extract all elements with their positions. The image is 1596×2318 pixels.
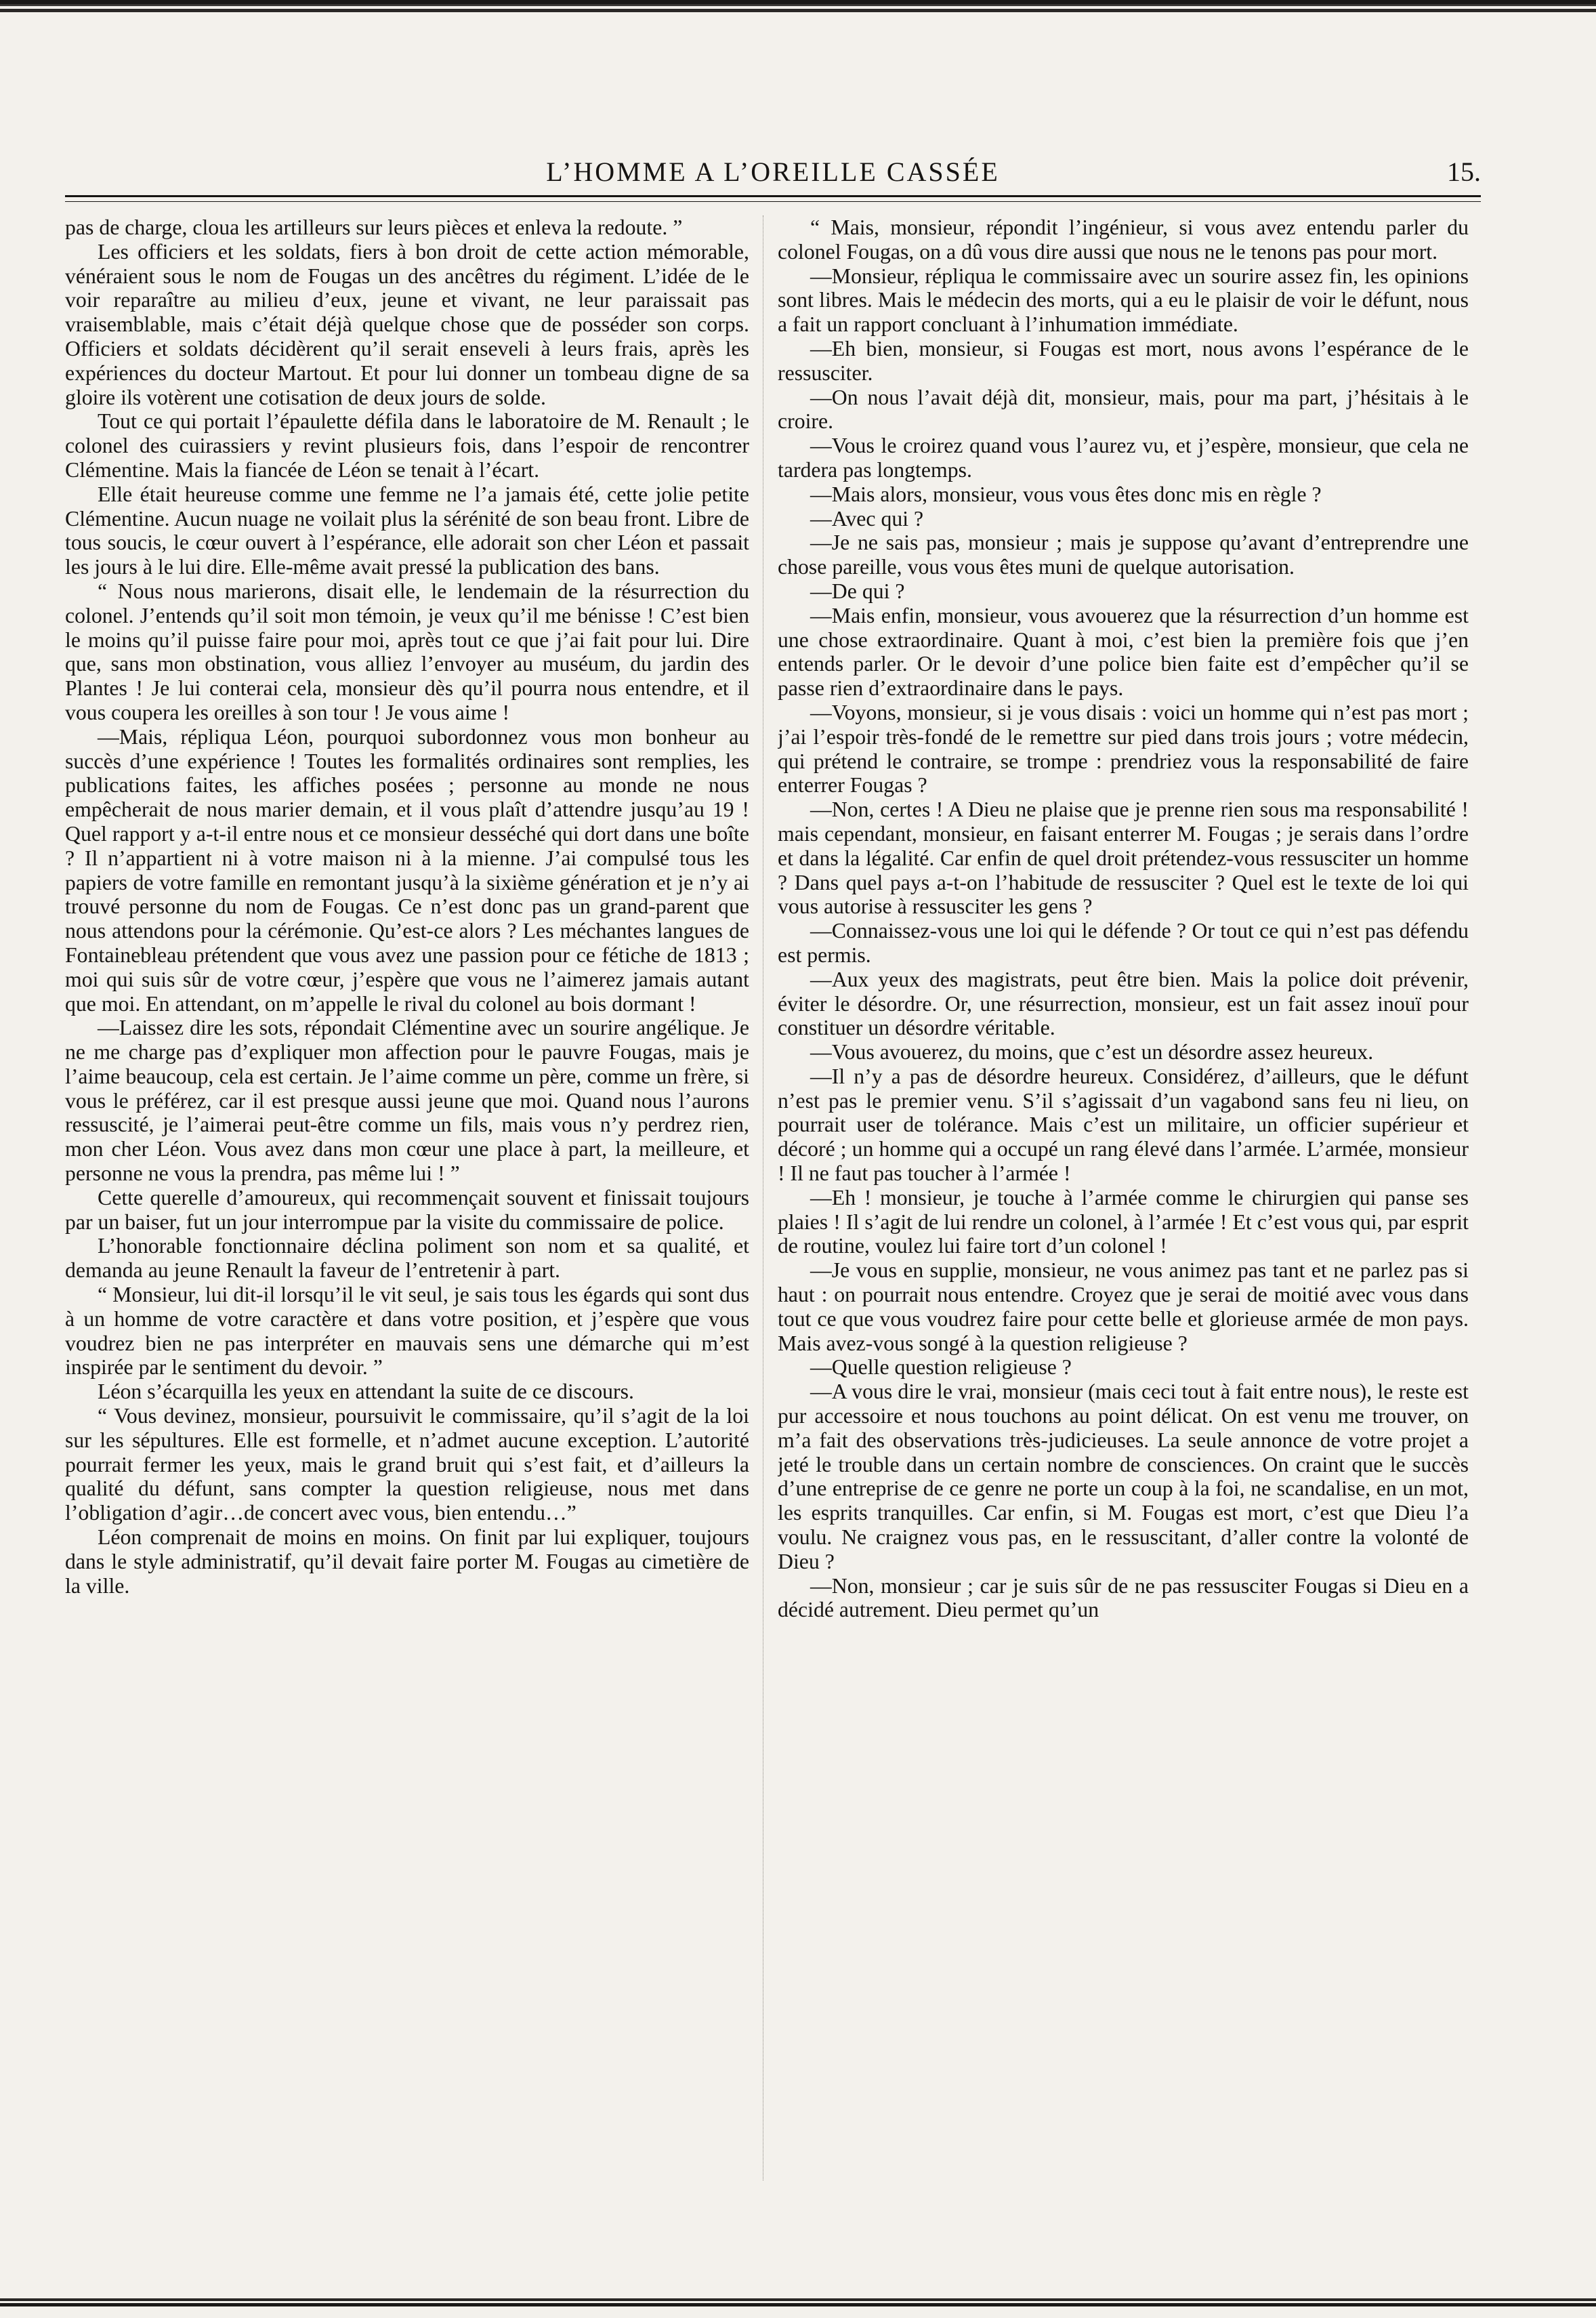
paragraph: Elle était heureuse comme une femme ne l’a jamais été, cette jolie petite Clémentine. Aucun nuage ne voilait plus la sérénité de son beau front. Libre de tous soucis, le cœur ouvert à l’espérance, elle adorait son cher Léon et passait les jours à le lui dire. Elle-même avait pressé la publication des bans. — [65, 482, 749, 579]
paragraph: —Vous avouerez, du moins, que c’est un désordre assez heureux. — [810, 1040, 1374, 1064]
paragraph: —Non, certes ! A Dieu ne plaise que je prenne rien sous ma responsabilité ! mais cependant, monsieur, en faisant enterrer M. Fougas ; je serais dans l’ordre et dans la légalité. Car enfin de quel droit prétendez-vous ressusciter un homme ? Dans quel pays a-t-on l’habitude de ressusciter ? Quel est le texte de loi qui vous autorise à ressusciter les gens ? — [778, 798, 1469, 919]
right-column — [778, 215, 1469, 2235]
paragraph: —Monsieur, répliqua le commissaire avec un sourire assez fin, les opinions sont libres. Mais le médecin des morts, qui a eu le plaisir de voir le défunt, nous a fait un rapport concluant à l’inhumation immédiate. — [778, 264, 1469, 337]
paragraph: Les officiers et les soldats, fiers à bon droit de cette action mémorable, vénéraient sous le nom de Fougas un des ancêtres du régiment. L’idée de le voir reparaître au milieu d’eux, jeune et vivant, ne leur paraissait pas vraisemblable, mais c’était déjà quelque chose que de posséder son corps. Officiers et soldats décidèrent qu’il serait enseveli à leurs frais, après les expériences du docteur Martout. Et pour lui donner un tombeau digne de sa gloire ils votèrent une cotisation de deux jours de solde. — [65, 239, 749, 409]
header-double-rule — [65, 195, 1481, 202]
paragraph: —Aux yeux des magistrats, peut être bien. Mais la police doit prévenir, éviter le désordre. Or, une résurrection, monsieur, est un fait assez inouï pour constituer un désordre véritable. — [778, 967, 1469, 1040]
running-title: L’HOMME A L’OREILLE CASSÉE — [546, 157, 1000, 187]
paragraph: Léon comprenait de moins en moins. On finit par lui expliquer, toujours dans le style administratif, qu’il devait faire porter M. Fougas au cimetière de la ville. — [65, 1525, 749, 1598]
paragraph: L’honorable fonctionnaire déclina poliment son nom et sa qualité, et demanda au jeune Renault la faveur de l’entretenir à part. — [65, 1234, 749, 1283]
paragraph: —Connaissez-vous une loi qui le défende ? Or tout ce qui n’est pas défendu est permis. — [778, 919, 1469, 967]
paragraph: Cette querelle d’amoureux, qui recommençait souvent et finissait toujours par un baiser, fut un jour interrompue par la visite du commissaire de police. — [65, 1185, 749, 1234]
paragraph: —Eh ! monsieur, je touche à l’armée comme le chirurgien qui panse ses plaies ! Il s’agit de lui rendre un colonel, à l’armée ! Et c’est vous qui, par esprit de routine, voulez lui faire tort d’un colonel ! — [778, 1185, 1469, 1258]
paragraph: —Mais alors, monsieur, vous vous êtes donc mis en règle ? — [810, 482, 1322, 506]
page-number: 15. — [1447, 157, 1481, 187]
paragraph: —Mais, répliqua Léon, pourquoi subordonnez vous mon bonheur au succès d’une expérience ! Toutes les formalités ordinaires sont remplies, les publications faites, les affiches posées ; personne au monde ne nous empêcherait de nous marier demain, et il vous plaît d’attendre jusqu’au 19 ! Quel rapport y a-t-il entre nous et ce monsieur desséché qui dort dans une boîte ? Il n’appartient ni à votre maison ni à la mienne. J’ai compulsé tous les papiers de votre famille en remontant jusqu’à la sixième génération et je n’y ai trouvé personne du nom de Fougas. Ce n’est donc pas un grand-parent que nous attendons pour la cérémonie. Qu’est-ce alors ? Les méchantes langues de Fontainebleau prétendent que vous avez une passion pour ce fétiche de 1813 ; moi qui suis sûr de votre cœur, j’espère que vous ne l’aimerez jamais autant que moi. En attendant, on m’appelle le rival du colonel au bois dormant ! — [65, 724, 749, 1016]
paragraph: —Eh bien, monsieur, si Fougas est mort, nous avons l’espérance de le ressusciter. — [778, 336, 1469, 385]
paragraph: pas de charge, cloua les artilleurs sur leurs pièces et enleva la redoute. ” — [65, 215, 683, 239]
paragraph: —Avec qui ? — [810, 506, 924, 531]
paragraph: —Quelle question religieuse ? — [810, 1355, 1072, 1380]
paragraph: —Il n’y a pas de désordre heureux. Considérez, d’ailleurs, que le défunt n’est pas le premier venu. S’il s’agissait d’un vagabond sans feu ni lieu, on pourrait user de tolérance. Mais c’est un militaire, un officier supérieur et décoré ; un homme qui a occupé un rang élevé dans l’armée. L’armée, monsieur ! Il ne faut pas toucher à l’armée ! — [778, 1064, 1469, 1186]
paragraph: Léon s’écarquilla les yeux en attendant la suite de ce discours. — [98, 1380, 634, 1404]
paragraph: “ Vous devinez, monsieur, poursuivit le commissaire, qu’il s’agit de la loi sur les sépultures. Elle est formelle, et n’admet aucune exception. L’autorité pourrait fermer les yeux, mais le grand bruit qui s’est fait, et d’ailleurs la qualité du défunt, sans compter la question religieuse, nous met dans l’obligation d’agir…de concert avec vous, bien entendu…” — [65, 1404, 749, 1525]
top-border-rule — [0, 0, 1596, 14]
paragraph: —Je vous en supplie, monsieur, ne vous animez pas tant et ne parlez pas si haut : on pourrait nous entendre. Croyez que je serai de moitié avec vous dans tout ce que vous voudrez faire pour cette belle et glorieuse armée de mon pays. Mais avez-vous songé à la question religieuse ? — [778, 1258, 1469, 1355]
paragraph: —A vous dire le vrai, monsieur (mais ceci tout à fait entre nous), le reste est pur accessoire et nous touchons au point délicat. On est venu me trouver, on m’a fait des observations très-judicieuses. La seule annonce de votre projet a jeté le trouble dans un certain nombre de consciences. On craint que le succès d’une entreprise de ce genre ne porte un coup à la foi, ne scandalise, en un mot, les esprits tranquilles. Car enfin, si M. Fougas est mort, c’est que Dieu l’a voulu. Ne craignez vous pas, en le ressuscitant, d’aller contre la volonté de Dieu ? — [778, 1380, 1469, 1573]
paragraph: —Laissez dire les sots, répondait Clémentine avec un sourire angélique. Je ne me charge pas d’expliquer mon affection pour le pauvre Fougas, mais je l’aime beaucoup, cela est certain. Je l’aime comme un père, comme un frère, si vous le préférez, car il est presque aussi jeune que moi. Quand nous l’aurons ressuscité, je l’aimerai peut-être comme un fils, mais vous n’y perdrez rien, mon cher Léon. Vous avez dans mon cœur une place à part, la meilleure, et personne ne vous la prendra, pas même lui ! ” — [65, 1016, 749, 1186]
paragraph: —Mais enfin, monsieur, vous avouerez que la résurrection d’un homme est une chose extraordinaire. Quant à moi, c’est bien la première fois que j’en entends parler. Or le devoir d’une police bien faite est d’empêcher qu’il se passe rien d’extraordinaire dans le pays. — [778, 603, 1469, 701]
paragraph: —On nous l’avait déjà dit, monsieur, mais, pour ma part, j’hésitais à le croire. — [778, 385, 1469, 434]
paragraph: Tout ce qui portait l’épaulette défila dans le laboratoire de M. Renault ; le colonel des cuirassiers y revint plusieurs fois, dans l’espoir de rencontrer Clémentine. Mais la fiancée de Léon se tenait à l’écart. — [65, 409, 749, 482]
paragraph: “ Nous nous marierons, disait elle, le lendemain de la résurrection du colonel. J’entends qu’il soit mon témoin, je veux qu’il me bénisse ! C’est bien le moins qu’il puisse faire pour moi, après tout ce que j’ai fait pour lui. Dire que, sans mon obstination, vous alliez l’envoyer au muséum, du jardin des Plantes ! Je lui conterai cela, monsieur dès qu’il pourra nous entendre, et il vous coupera les oreilles à son tour ! Je vous aime ! — [65, 579, 749, 724]
left-column — [65, 215, 749, 2235]
page-header — [65, 156, 1481, 196]
paragraph: —De qui ? — [810, 579, 905, 603]
paragraph: “ Mais, monsieur, répondit l’ingénieur, si vous avez entendu parler du colonel Fougas, on a dû vous dire aussi que nous ne le tenons pas pour mort. — [778, 215, 1469, 264]
paragraph: —Je ne sais pas, monsieur ; mais je suppose qu’avant d’entreprendre une chose pareille, vous vous êtes muni de quelque autorisation. — [778, 531, 1469, 579]
paragraph: —Non, monsieur ; car je suis sûr de ne pas ressusciter Fougas si Dieu en a décidé autrement. Dieu permet qu’un — [778, 1573, 1469, 1622]
bottom-border-rule — [0, 2298, 1596, 2308]
paragraph: —Voyons, monsieur, si je vous disais : voici un homme qui n’est pas mort ; j’ai l’espoir très-fondé de le remettre sur pied dans trois jours ; votre médecin, qui prétend le contraire, se trompe : prendriez vous la responsabilité de faire enterrer Fougas ? — [778, 700, 1469, 798]
paragraph: “ Monsieur, lui dit-il lorsqu’il le vit seul, je sais tous les égards qui sont dus à un homme de votre caractère et dans votre position, et j’espère que vous voudrez bien ne pas interpréter en mauvais sens une démarche qui m’est inspirée par le sentiment du devoir. ” — [65, 1283, 749, 1380]
paragraph: —Vous le croirez quand vous l’aurez vu, et j’espère, monsieur, que cela ne tardera pas longtemps. — [778, 434, 1469, 482]
